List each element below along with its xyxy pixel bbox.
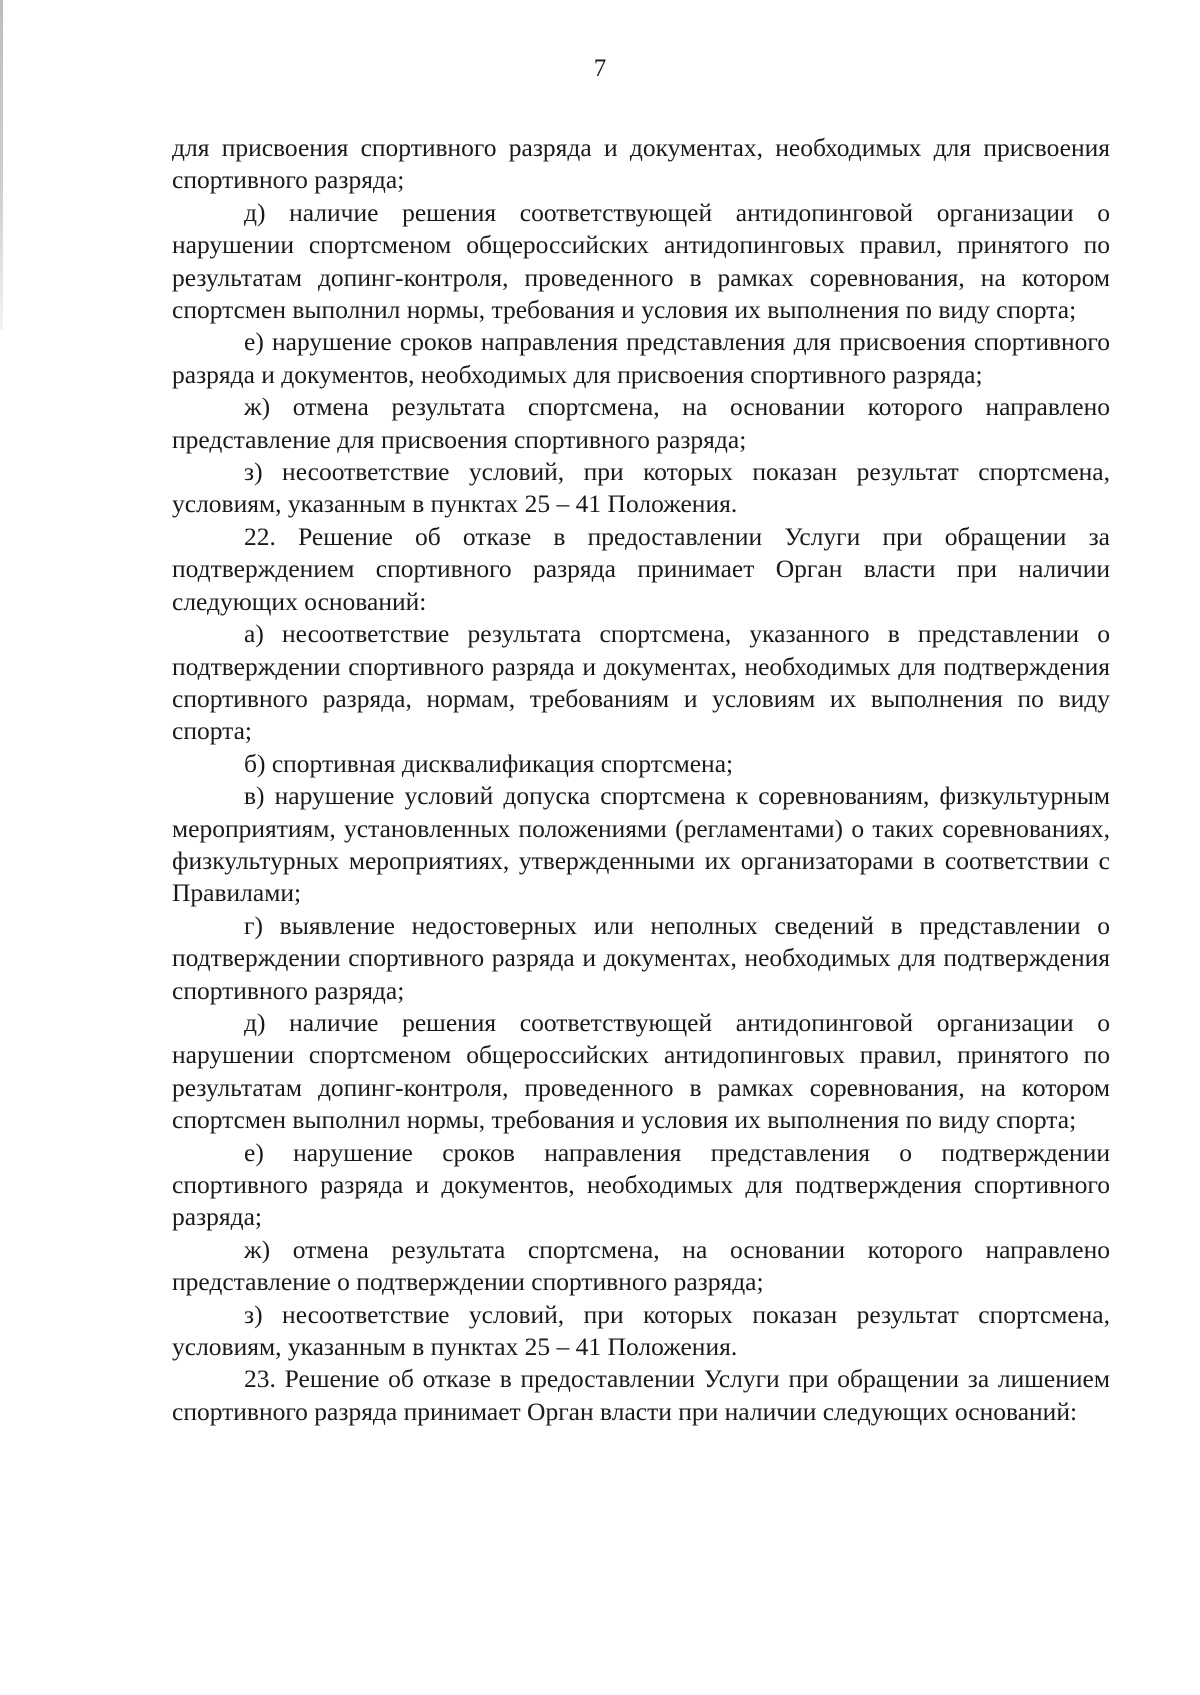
paragraph-item-a-confirmation: а) несоответствие результата спортсмена, указанного в представлении о подтверждении спортивного разряда и документах, необходимых для подтверждения спортивного разряда, нормам, требованиям и условиям их выполнения по виду спорта;	[172, 619, 1110, 746]
document-body	[172, 132, 1110, 1428]
paragraph-item-d-assignment: д) наличие решения соответствующей антидопинговой организации о нарушении спортсменом общероссийских антидопинговых правил, принятого по результатам допинг-контроля, проведенного в рамках соревнования, на котором спортсмен выполнил нормы, требования и условия их выполнения по виду спорта;	[172, 197, 1110, 325]
paragraph-item-zh-confirmation: ж) отмена результата спортсмена, на основании которого направлено представление о подтверждении спортивного разряда;	[172, 1234, 1110, 1297]
paragraph-item-g-confirmation: г) выявление недостоверных или неполных сведений в представлении о подтверждении спортивного разряда и документах, необходимых для подтверждения спортивного разряда;	[172, 910, 1110, 1005]
paragraph-item-z-confirmation: з) несоответствие условий, при которых показан результат спортсмена, условиям, указанным в пунктах 25 – 41 Положения.	[172, 1299, 1110, 1362]
paragraph-clause-22: 22. Решение об отказе в предоставлении Услуги при обращении за подтверждением спортивного разряда принимает Орган власти при наличии следующих оснований:	[172, 521, 1110, 616]
paragraph-clause-23: 23. Решение об отказе в предоставлении Услуги при обращении за лишением спортивного разряда принимает Орган власти при наличии следующих оснований:	[172, 1364, 1110, 1426]
scan-edge-shadow	[0, 0, 3, 330]
paragraph-item-e-assignment: е) нарушение сроков направления представления для присвоения спортивного разряда и документов, необходимых для присвоения спортивного разряда;	[172, 327, 1110, 389]
page-number: 7	[593, 55, 607, 82]
paragraph-continuation: для присвоения спортивного разряда и документах, необходимых для присвоения спортивного разряда;	[172, 133, 1110, 195]
paragraph-item-zh-assignment: ж) отмена результата спортсмена, на основании которого направлено представление для присвоения спортивного разряда;	[172, 392, 1110, 454]
paragraph-item-d-confirmation: д) наличие решения соответствующей антидопинговой организации о нарушении спортсменом общероссийских антидопинговых правил, принятого по результатам допинг-контроля, проведенного в рамках соревнования, на котором спортсмен выполнил нормы, требования и условия их выполнения по виду спорта;	[172, 1007, 1110, 1135]
paragraph-item-v-confirmation: в) нарушение условий допуска спортсмена к соревнованиям, физкультурным мероприятиям, установленных положениями (регламентами) о таких соревнованиях, физкультурных мероприятиях, утвержденными их организаторами в соответствии с Правилами;	[172, 781, 1110, 908]
paragraph-item-b-confirmation: б) спортивная дисквалификация спортсмена;	[244, 748, 734, 778]
paragraph-item-e-confirmation: е) нарушение сроков направления представления о подтверждении спортивного разряда и документов, необходимых для подтверждения спортивного разряда;	[172, 1137, 1110, 1232]
paragraph-item-z-assignment: з) несоответствие условий, при которых показан результат спортсмена, условиям, указанным в пунктах 25 – 41 Положения.	[172, 457, 1110, 519]
